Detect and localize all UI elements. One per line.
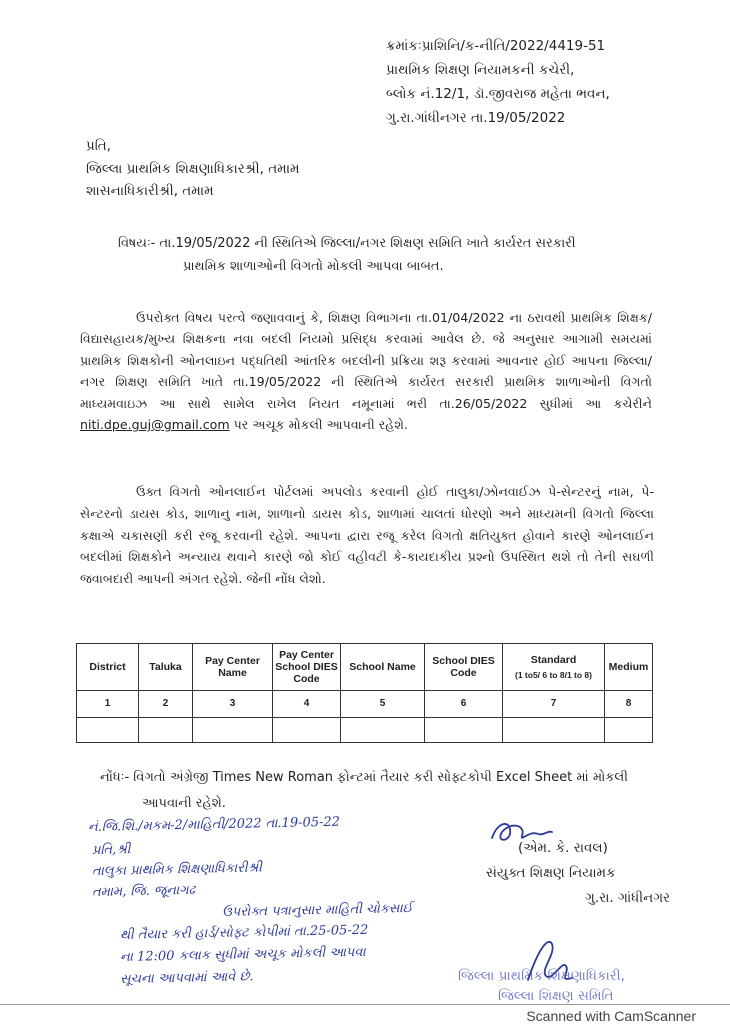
table-cell bbox=[425, 718, 503, 743]
table-cell: 5 bbox=[341, 691, 425, 718]
table-cell: 6 bbox=[425, 691, 503, 718]
header-school-dies-code: School DIES Code bbox=[425, 644, 503, 691]
table-cell bbox=[605, 718, 653, 743]
header-pay-center-dies-code: Pay Center School DIES Code bbox=[273, 644, 341, 691]
para2-text: ઉક્ત વિગતો ઓનલાઈન પોર્ટલમાં અપલોડ કરવાની હોઈ તાલુકા/ઝોનવાઈઝ પે-સેન્ટરનું નામ, પે-સેન્ટરનો ડાયસ કોડ, શાળાનુ નામ, શાળાનો ડાયસ કોડ, શાળામાં ચાલતાં ધોરણો અને માધ્યમની વિગતો જિલ્લા કક્ષાએ ચકાસણી કરી રજૂ કરવાની રહેશે. આપના દ્વારા રજૂ કરેલ વિગતો ક્ષતિયુક્ત હોવાને કારણે ઓનલાઈન બદલીમાં શિક્ષકોને અન્યાય થવાને કારણે જો કોઈ વહીવટી કે-કાયદાકીય પ્રશ્નો ઉપસ્થિત થશે તો તેની સઘળી જવાબદારી આપની અંગત રહેશે. જેની નોંધ લેશો. bbox=[80, 484, 654, 587]
handwritten-line-6: થી તૈયાર કરી હાર્ડ/સોફ્ટ કોપીમાં તા.25-05-22 bbox=[119, 922, 369, 943]
table-cell: 3 bbox=[193, 691, 273, 718]
office-stamp-line-2: જિલ્લા શિક્ષણ સમિતિ bbox=[498, 988, 614, 1004]
header-medium: Medium bbox=[605, 644, 653, 691]
recipient-prati: પ્રતિ, bbox=[86, 138, 112, 154]
page-bottom-divider bbox=[0, 1004, 730, 1005]
table-cell: 1 bbox=[77, 691, 139, 718]
header-school-name: School Name bbox=[341, 644, 425, 691]
handwritten-line-4: તમામ, જિ. જૂનાગઢ bbox=[91, 882, 196, 900]
table-cell bbox=[193, 718, 273, 743]
para1-text: ઉપરોક્ત વિષય પરત્વે જણાવવાનું કે, શિક્ષણ વિભાગના તા.01/04/2022 ના ઠરાવથી પ્રાથમિક શિક્ષક/વિદ્યાસહાયક/મુખ્ય શિક્ષકના નવા બદલી નિયમો પ્રસિદ્ધ કરવામાં આવેલ છે. જે અનુસાર આગામી સમયમાં પ્રાથમિક શિક્ષકોની ઓનલાઇન પદ્ધતિથી આંતરિક બદલીની પ્રક્રિયા શરૂ કરવામાં આવનાર હોઈ આપના જિલ્લા/નગર શિક્ષણ સમિતિ ખાતે તા.19/05/2022 ની સ્થિતિએ કાર્યરત સરકારી પ્રાથમિક શાળાઓની વિગતો માધ્યમવાઇઝ આ સાથે સામેલ રાખેલ નિયત નમૂનામાં ભરી તા.26/05/2022 સુધીમાં આ કચેરીને bbox=[80, 310, 652, 411]
city-date: ગુ.રા.ગાંધીનગર તા.19/05/2022 bbox=[386, 110, 566, 126]
table-cell bbox=[139, 718, 193, 743]
table-cell bbox=[503, 718, 605, 743]
note-line-1: નોંધઃ- વિગતો અંગ્રેજી Times New Roman ફોન્ટમાં તૈયાર કરી સોફ્ટકોપી Excel Sheet માં મોકલી bbox=[100, 770, 628, 785]
table-cell: 2 bbox=[139, 691, 193, 718]
header-taluka: Taluka bbox=[139, 644, 193, 691]
table-cell bbox=[77, 718, 139, 743]
header-district: District bbox=[77, 644, 139, 691]
office-address: બ્લોક નં.12/1, ડૉ.જીવરાજ મહેતા ભવન, bbox=[386, 86, 610, 102]
header-standard-label: Standard bbox=[530, 653, 577, 666]
table-cell: 7 bbox=[503, 691, 605, 718]
subject-line-1: વિષયઃ- તા.19/05/2022 ની સ્થિતિએ જિલ્લા/નગર શિક્ષણ સમિતિ ખાતે કાર્યરત સરકારી bbox=[118, 236, 576, 251]
table-header-row bbox=[77, 644, 653, 691]
handwritten-line-2: પ્રતિ,શ્રી bbox=[91, 842, 131, 858]
para1-tail: પર અચૂક મોકલી આપવાની રહેશે. bbox=[233, 417, 408, 433]
recipient-line-2: શાસનાધિકારીશ્રી, તમામ bbox=[86, 183, 214, 199]
recipient-line-1: જિલ્લા પ્રાથમિક શિક્ષણાધિકારશ્રી, તમામ bbox=[86, 161, 300, 177]
handwritten-line-5: ઉપરોક્ત પત્રાનુસાર માહિતી ચોકસાઈ bbox=[221, 901, 413, 920]
signatory-title: સંયુક્ત શિક્ષણ નિયામક bbox=[486, 865, 616, 881]
note-line-2: આપવાની રહેશે. bbox=[142, 796, 226, 811]
office-name: પ્રાથમિક શિક્ષણ નિયામકની કચેરી, bbox=[386, 62, 575, 78]
handwritten-line-3: તાલુકા પ્રાથમિક શિક્ષણાધિકારીશ્રી bbox=[91, 860, 263, 879]
scanner-watermark: Scanned with CamScanner bbox=[526, 1008, 696, 1024]
body-paragraph-2 bbox=[80, 481, 654, 590]
table-cell bbox=[341, 718, 425, 743]
handwritten-line-8: સૂચના આપવામાં આવે છે. bbox=[119, 969, 254, 987]
table-cell bbox=[273, 718, 341, 743]
reference-number: ક્રમાંકઃપ્રાશિનિ/ક-નીતિ/2022/4419-51 bbox=[386, 38, 606, 54]
handwritten-line-1: નં.જિ.શિ./મકમ-2/માહિતી/2022 તા.19-05-22 bbox=[87, 814, 341, 835]
handwritten-line-7: ના 12:00 કલાક સુધીમાં અચૂક મોકલી આપવા bbox=[119, 944, 366, 965]
header-standard bbox=[503, 644, 605, 691]
signatory-city: ગુ.રા. ગાંધીનગર bbox=[585, 890, 671, 906]
header-standard-sub: (1 to5/ 6 to 8/1 to 8) bbox=[515, 669, 592, 680]
subject-line-2: પ્રાથમિક શાળાઓની વિગતો મોકલી આપવા બાબત. bbox=[183, 259, 444, 274]
table-row bbox=[77, 691, 653, 718]
office-stamp-line-1: જિલ્લા પ્રાથમિક શિક્ષણાધિકારી, bbox=[458, 968, 625, 984]
header-pay-center-name: Pay Center Name bbox=[193, 644, 273, 691]
signatory-name: (એમ. કે. રાવલ) bbox=[518, 840, 608, 856]
body-paragraph-1 bbox=[80, 307, 652, 435]
table-cell: 8 bbox=[605, 691, 653, 718]
email-address: niti.dpe.guj@gmail.com bbox=[80, 417, 230, 433]
table-cell: 4 bbox=[273, 691, 341, 718]
school-details-table bbox=[76, 643, 653, 743]
table-row bbox=[77, 718, 653, 743]
